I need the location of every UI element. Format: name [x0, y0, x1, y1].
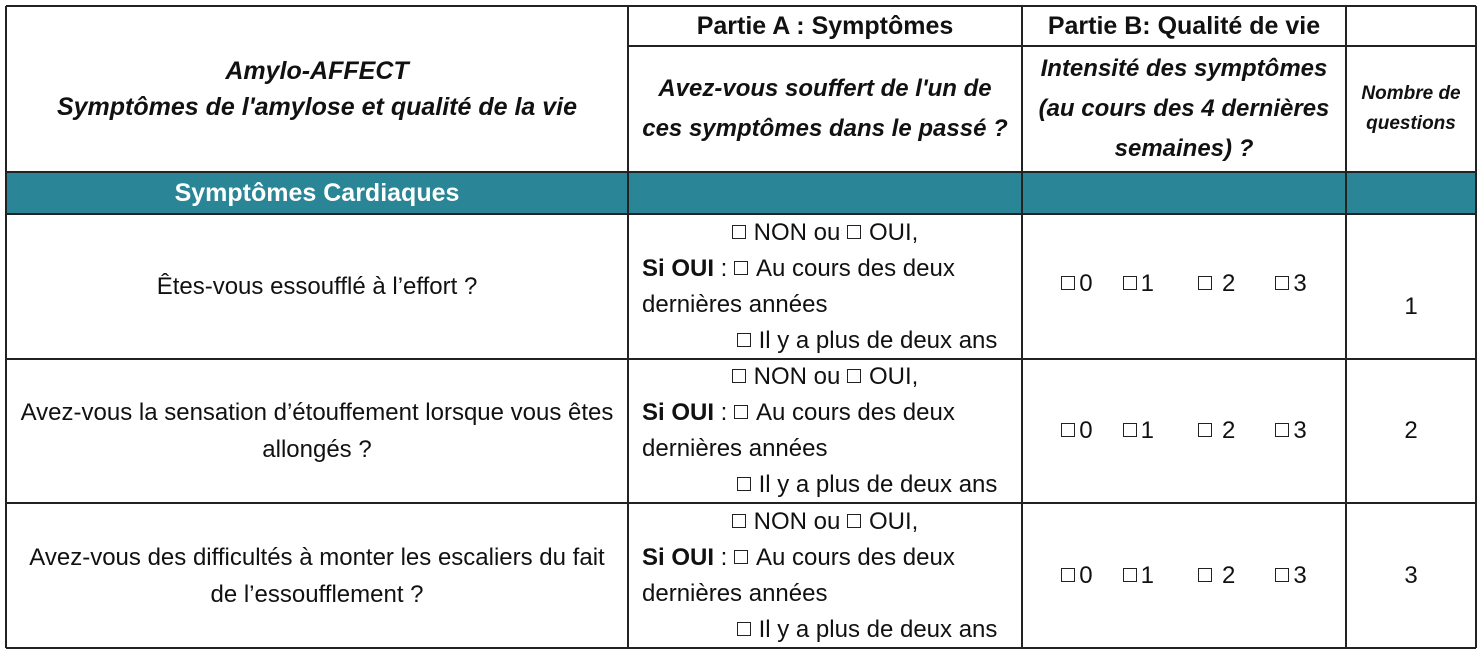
older-label: Il y a plus de deux ans: [758, 615, 998, 643]
older-label: Il y a plus de deux ans: [758, 326, 998, 354]
row-question-text: Êtes-vous essoufflé à l’effort ?: [156, 273, 478, 300]
intensity-value: 3: [1293, 417, 1307, 444]
part-a-question-text: Avez-vous souffert de l'un de ces symptômes dans le passé ?: [642, 75, 1008, 142]
older-label: Il y a plus de deux ans: [758, 471, 998, 498]
row-number-text: 3: [1404, 561, 1418, 589]
si-oui-label: Si OUI: [642, 543, 715, 571]
recent-label-cont: dernières années: [642, 435, 828, 462]
intensity-value: 1: [1140, 417, 1154, 444]
title-line-2: Symptômes de l'amylose et qualité de la vie: [56, 93, 578, 121]
si-oui-label: Si OUI: [642, 254, 715, 282]
si-oui-colon: :: [714, 254, 728, 282]
recent-label-cont: dernières années: [642, 290, 828, 318]
intensity-value: 0: [1079, 269, 1093, 297]
recent-label-cont: dernières années: [642, 579, 828, 607]
oui-label: OUI,: [869, 363, 919, 390]
intensity-value: 3: [1293, 561, 1307, 589]
section-label: Symptômes Cardiaques: [174, 178, 460, 207]
part-a-heading-text: Partie A : Symptômes: [696, 12, 954, 40]
intensity-value: 0: [1079, 417, 1093, 444]
si-oui-colon: :: [714, 399, 728, 426]
si-oui-label: Si OUI: [642, 399, 715, 426]
row-number-text: 1: [1404, 292, 1418, 320]
row-question-text: Avez-vous la sensation d’étouffement lorsque vous êtes allongés ?: [20, 399, 614, 463]
intensity-value: 3: [1293, 269, 1307, 297]
title-line-1: Amylo-AFFECT: [225, 57, 409, 85]
non-label: NON ou: [753, 218, 841, 246]
intensity-value: 1: [1140, 561, 1154, 589]
si-oui-colon: :: [714, 543, 728, 571]
non-label: NON ou: [753, 507, 841, 535]
intensity-value: 0: [1079, 561, 1093, 589]
intensity-value: 2: [1222, 561, 1236, 589]
intensity-value: 1: [1140, 269, 1154, 297]
row-question-text: Avez-vous des difficultés à monter les escaliers du fait de l’essoufflement ?: [29, 543, 605, 608]
count-heading-text: Nombre de questions: [1361, 83, 1461, 134]
recent-label: Au cours des deux: [756, 543, 955, 571]
row-number-text: 2: [1404, 417, 1418, 444]
non-label: NON ou: [753, 363, 841, 390]
oui-label: OUI,: [869, 507, 919, 535]
recent-label: Au cours des deux: [756, 399, 955, 426]
recent-label: Au cours des deux: [756, 254, 955, 282]
intensity-value: 2: [1222, 269, 1236, 297]
oui-label: OUI,: [869, 218, 919, 246]
intensity-value: 2: [1222, 417, 1236, 444]
part-b-heading-text: Partie B: Qualité de vie: [1047, 12, 1321, 40]
part-b-question-text: Intensité des symptômes (au cours des 4 dernières semaines) ?: [1038, 55, 1330, 162]
